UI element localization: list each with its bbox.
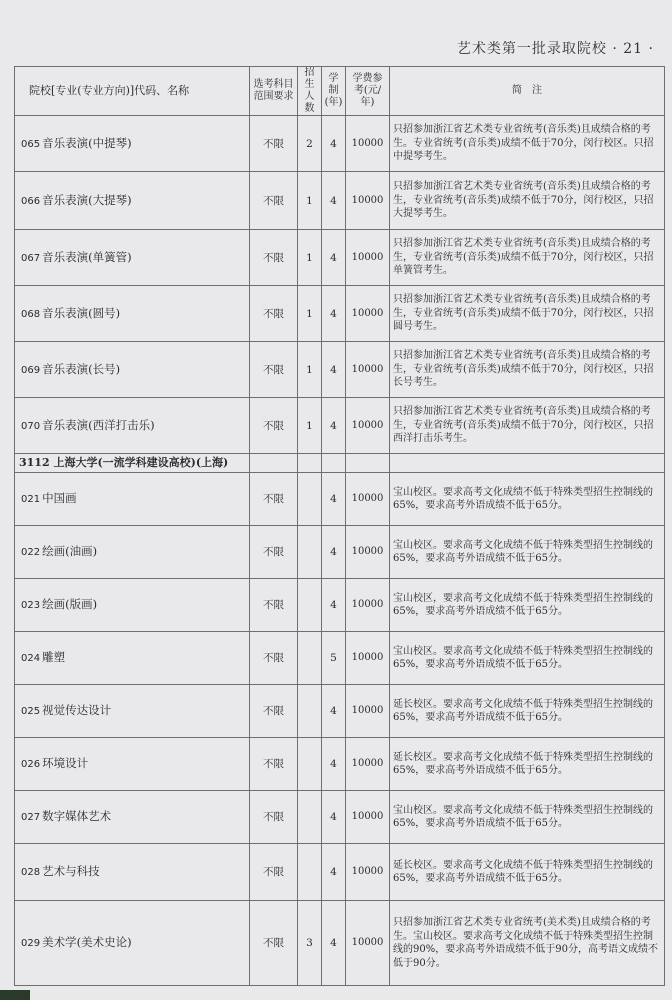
program-name [15,230,250,286]
program-code: 027 [21,812,41,823]
program-code: 066 [21,195,41,207]
program-note: 只招参加浙江省艺术类专业省统考(美术类)且成绩合格的考生。宝山校区。要求高考文化成绩不低于特殊类型招生控制线的90%，要求高考外语成绩不低于90分，高考语文成绩不低于90分。 [390,901,665,986]
program-title: 环境设计 [42,756,89,770]
program-title: 音乐表演(西洋打击乐) [42,417,155,432]
enrollment-count [298,526,322,579]
program-title: 音乐表演(中提琴) [42,135,132,150]
program-title: 美术学(美术史论) [42,935,132,949]
running-header: 艺术类第一批录取院校 · 21 · [456,41,654,57]
program-code: 026 [21,759,41,770]
program-title: 音乐表演(圆号) [42,305,121,320]
university-group-row [15,454,665,473]
header-fee: 学费参考(元/年) [346,67,390,116]
subject-requirement: 不限 [250,901,298,986]
tuition-fee: 10000 [346,286,390,342]
program-code: 023 [21,600,41,611]
program-title: 中国画 [42,491,77,505]
tuition-fee: 10000 [346,342,390,398]
program-length: 4 [322,230,346,286]
program-title: 艺术与科技 [42,864,100,878]
program-length: 4 [322,901,346,986]
subject-requirement: 不限 [250,579,298,632]
subject-requirement: 不限 [250,685,298,738]
subject-requirement: 不限 [250,230,298,286]
program-code: 029 [21,938,41,949]
enrollment-count [298,791,322,844]
program-code: 022 [21,547,41,558]
program-code: 021 [21,494,41,505]
table-row [15,230,665,286]
tuition-fee: 10000 [346,791,390,844]
page-corner-shadow [0,990,30,1000]
program-note: 只招参加浙江省艺术类专业省统考(音乐类)且成绩合格的考生，专业省统考(音乐类)成绩不低于70分，闵行校区，只招圆号考生。 [390,286,665,342]
program-length: 4 [322,738,346,791]
table-row [15,473,665,526]
program-note: 只招参加浙江省艺术类专业省统考(音乐类)且成绩合格的考生，专业省统考(音乐类)成绩不低于70分，闵行校区，只招单簧管考生。 [390,230,665,286]
enrollment-count [298,738,322,791]
tuition-fee: 10000 [346,172,390,230]
program-name [15,172,250,230]
program-name [15,844,250,901]
program-title: 数字媒体艺术 [42,809,112,823]
program-name [15,632,250,685]
header-name: 院校[专业(专业方向)]代码、名称 [15,67,250,116]
tuition-fee: 10000 [346,579,390,632]
program-name [15,342,250,398]
program-note: 宝山校区。要求高考文化成绩不低于特殊类型招生控制线的65%，要求高考外语成绩不低于65分。 [390,526,665,579]
program-length: 4 [322,579,346,632]
tuition-fee: 10000 [346,738,390,791]
header-enrollment: 招生人数 [298,67,322,116]
tuition-fee: 10000 [346,844,390,901]
program-length: 4 [322,342,346,398]
subject-requirement: 不限 [250,473,298,526]
program-title: 视觉传达设计 [42,703,112,717]
university-title: 3112 上海大学(一流学科建设高校)(上海) [15,454,250,473]
program-length: 4 [322,286,346,342]
enrollment-count: 1 [298,172,322,230]
program-note: 宝山校区，要求高考文化成绩不低于特殊类型招生控制线的65%，要求高考外语成绩不低于65分。 [390,579,665,632]
tuition-fee: 10000 [346,473,390,526]
table-row [15,738,665,791]
table-row [15,579,665,632]
program-title: 音乐表演(大提琴) [42,192,132,207]
program-note: 宝山校区。要求高考文化成绩不低于特殊类型招生控制线的65%，要求高考外语成绩不低于65分。 [390,632,665,685]
program-name [15,473,250,526]
program-title: 绘画(版画) [42,597,98,611]
tuition-fee: 10000 [346,901,390,986]
program-code: 068 [21,308,41,320]
program-note: 延长校区。要求高考文化成绩不低于特殊类型招生控制线的65%，要求高考外语成绩不低于65分。 [390,685,665,738]
subject-requirement: 不限 [250,116,298,172]
table-row [15,632,665,685]
program-length: 4 [322,844,346,901]
admissions-table [14,66,665,986]
program-note: 只招参加浙江省艺术类专业省统考(音乐类)且成绩合格的考生。专业省统考(音乐类)成绩不低于70分，闵行校区。只招中提琴考生。 [390,116,665,172]
header-length: 学制(年) [322,67,346,116]
program-name [15,791,250,844]
enrollment-count: 1 [298,286,322,342]
table-row [15,791,665,844]
enrollment-count [298,632,322,685]
table-row [15,901,665,986]
program-title: 音乐表演(长号) [42,361,121,376]
enrollment-count [298,473,322,526]
program-name [15,116,250,172]
program-name [15,398,250,454]
table-row [15,286,665,342]
program-length: 4 [322,791,346,844]
subject-requirement: 不限 [250,526,298,579]
program-length: 5 [322,632,346,685]
program-length: 4 [322,172,346,230]
program-length: 4 [322,526,346,579]
program-note: 延长校区。要求高考文化成绩不低于特殊类型招生控制线的65%，要求高考外语成绩不低于65分。 [390,844,665,901]
program-note: 只招参加浙江省艺术类专业省统考(音乐类)且成绩合格的考生，专业省统考(音乐类)成绩不低于70分，闵行校区，只招大提琴考生。 [390,172,665,230]
program-code: 024 [21,653,41,664]
program-code: 067 [21,252,41,264]
tuition-fee: 10000 [346,116,390,172]
subject-requirement: 不限 [250,791,298,844]
program-code: 025 [21,706,41,717]
enrollment-count [298,685,322,738]
enrollment-count: 1 [298,230,322,286]
table-row [15,116,665,172]
table-row [15,172,665,230]
subject-requirement: 不限 [250,286,298,342]
program-length: 4 [322,685,346,738]
enrollment-count: 1 [298,342,322,398]
program-name [15,901,250,986]
table-row [15,526,665,579]
header-note: 简 注 [390,67,665,116]
program-note: 宝山校区。要求高考文化成绩不低于特殊类型招生控制线的65%，要求高考外语成绩不低于65分。 [390,473,665,526]
program-title: 雕塑 [42,650,66,664]
program-code: 065 [21,138,41,150]
tuition-fee: 10000 [346,526,390,579]
tuition-fee: 10000 [346,632,390,685]
header-subject-requirement: 选考科目范围要求 [250,67,298,116]
enrollment-count [298,579,322,632]
program-note: 只招参加浙江省艺术类专业省统考(音乐类)且成绩合格的考生，专业省统考(音乐类)成绩不低于70分，闵行校区，只招西洋打击乐考生。 [390,398,665,454]
subject-requirement: 不限 [250,844,298,901]
program-note: 延长校区。要求高考文化成绩不低于特殊类型招生控制线的65%，要求高考外语成绩不低于65分。 [390,738,665,791]
subject-requirement: 不限 [250,398,298,454]
table-row [15,844,665,901]
program-name [15,738,250,791]
program-name [15,286,250,342]
program-length: 4 [322,398,346,454]
table-row [15,398,665,454]
tuition-fee: 10000 [346,398,390,454]
program-title: 绘画(油画) [42,544,98,558]
program-name [15,579,250,632]
program-code: 070 [21,420,41,432]
enrollment-count: 1 [298,398,322,454]
program-length: 4 [322,473,346,526]
table-row [15,685,665,738]
program-code: 069 [21,364,41,376]
program-name [15,685,250,738]
table-header-row [15,67,665,116]
enrollment-count: 2 [298,116,322,172]
tuition-fee: 10000 [346,230,390,286]
subject-requirement: 不限 [250,342,298,398]
program-note: 只招参加浙江省艺术类专业省统考(音乐类)且成绩合格的考生，专业省统考(音乐类)成绩不低于70分，闵行校区，只招长号考生。 [390,342,665,398]
program-name [15,526,250,579]
subject-requirement: 不限 [250,738,298,791]
table-row [15,342,665,398]
program-length: 4 [322,116,346,172]
tuition-fee: 10000 [346,685,390,738]
enrollment-count [298,844,322,901]
program-title: 音乐表演(单簧管) [42,249,132,264]
enrollment-count: 3 [298,901,322,986]
program-code: 028 [21,867,41,878]
program-note: 宝山校区。要求高考文化成绩不低于特殊类型招生控制线的65%，要求高考外语成绩不低于65分。 [390,791,665,844]
subject-requirement: 不限 [250,632,298,685]
subject-requirement: 不限 [250,172,298,230]
